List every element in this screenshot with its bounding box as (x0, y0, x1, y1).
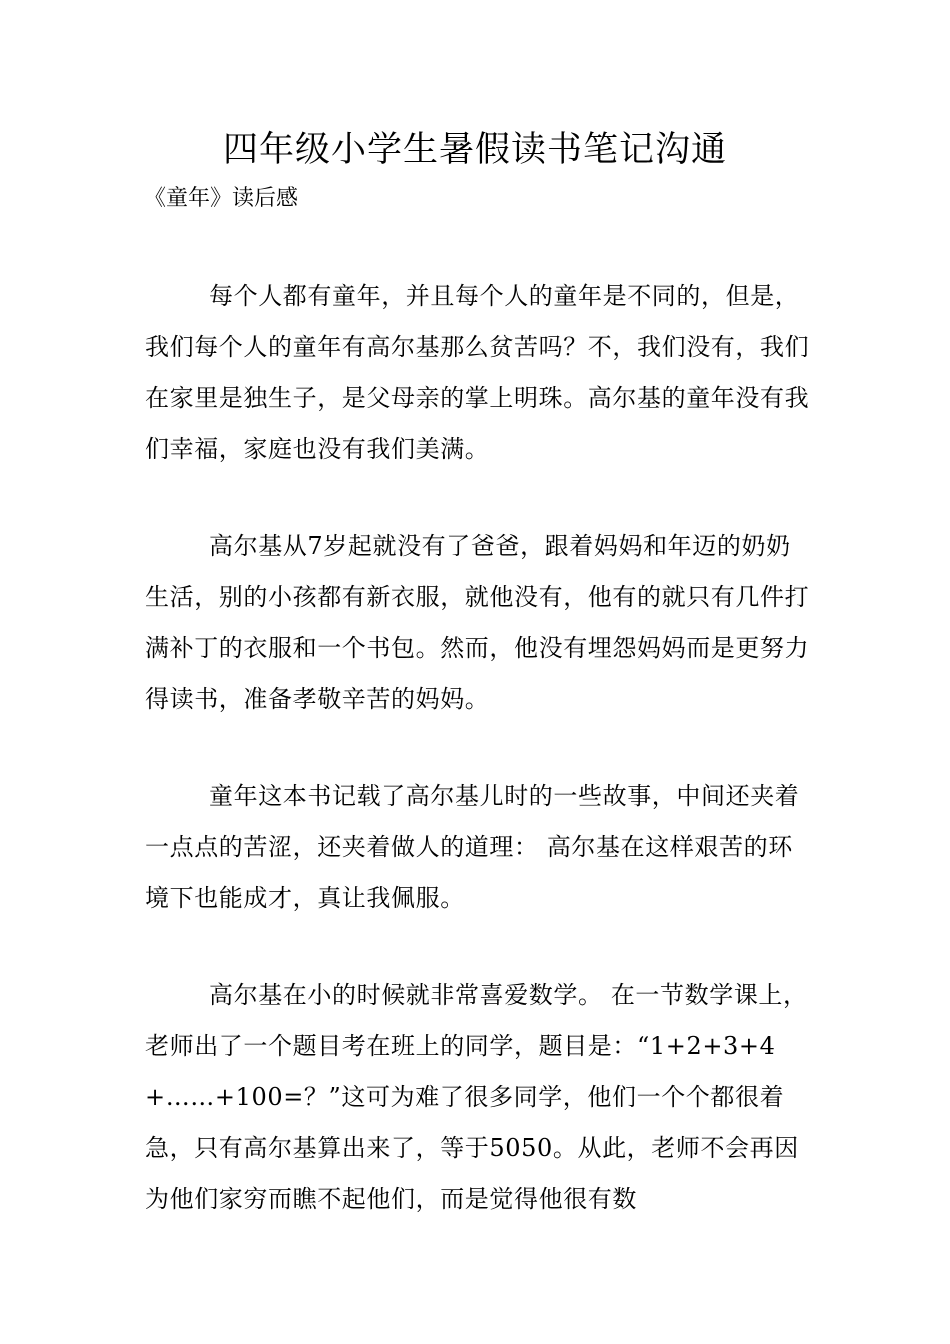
paragraph-4: 高尔基在小的时候就非常喜爱数学。 在一节数学课上，老师出了一个题目考在班上的同学，题目是：“1+2+3+4+……+100=？”这可为难了很多同学，他们一个个都很着急，只有高尔基算出来了，等于5050。从此，老师不会再因为他们家穷而瞧不起他们，而是觉得他很有数 (145, 981, 808, 1213)
document-subtitle: 《童年》读后感 (144, 186, 299, 211)
paragraph-3: 童年这本书记载了高尔基儿时的一些故事，中间还夹着一点点的苦涩，还夹着做人的道理： 高尔基在这样艰苦的环境下也能成才，真让我佩服。 (145, 782, 800, 912)
document-title: 四年级小学生暑假读书笔记沟通 (222, 130, 727, 170)
paragraph-1: 每个人都有童年，并且每个人的童年是不同的，但是，我们每个人的童年有高尔基那么贫苦吗？不，我们没有，我们在家里是独生子，是父母亲的掌上明珠。高尔基的童年没有我们幸福，家庭也没有我们美满。 (145, 282, 810, 463)
paragraph-2: 高尔基从7岁起就没有了爸爸，跟着妈妈和年迈的奶奶生活，别的小孩都有新衣服，就他没有，他有的就只有几件打满补丁的衣服和一个书包。然而，他没有埋怨妈妈而是更努力得读书，准备孝敬辛苦的妈妈。 (145, 532, 810, 713)
